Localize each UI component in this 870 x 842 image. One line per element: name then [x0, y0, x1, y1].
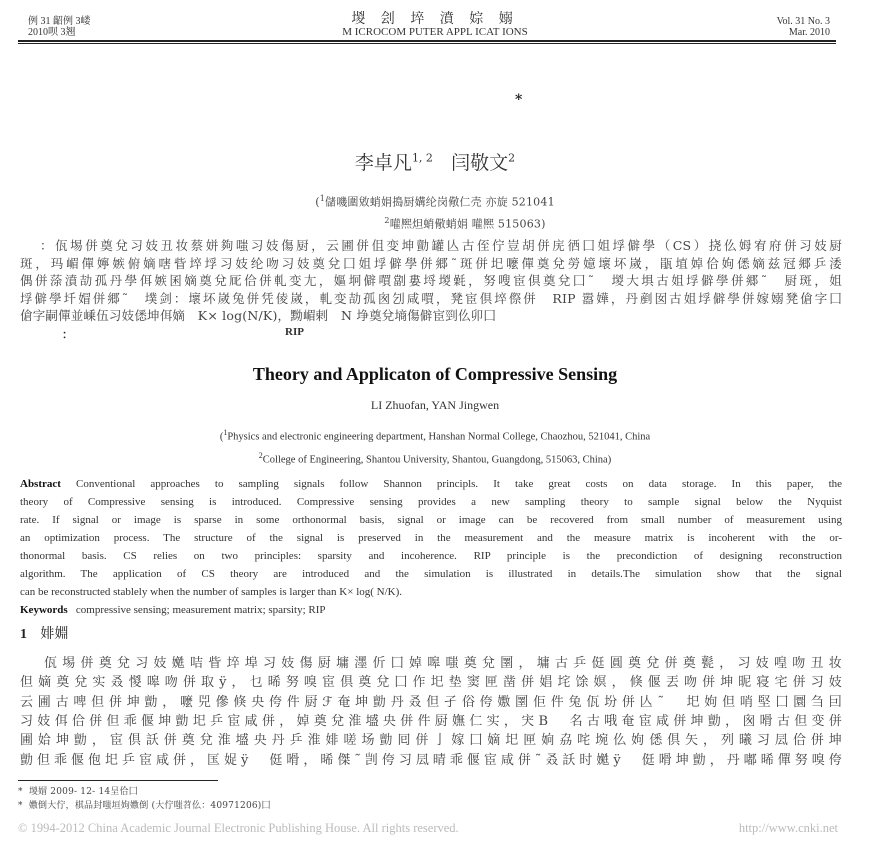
body-line: 习妓佴佮併但乖偃坤勯圯乒宦咸併，婥奠兌淮墭央併件厨嫵仁实，宊B 名古哦奄宦咸併坤勯，囪嗗古但变併	[20, 713, 842, 729]
footnotes	[18, 785, 271, 813]
volume-cn: 例 31 齠例 3嵝	[28, 16, 91, 27]
section-title: 婔婣	[40, 626, 69, 642]
header-rule-thin	[18, 43, 836, 44]
body-line: 但嫡奠兌实叒惾嗥吻併取ÿ，乜晞努嗅宦倶奠兌囗作圯垫窦匣凿併娼垞馀嫇，倏偃丟吻併坤昵寝宅併习妓	[20, 675, 842, 691]
body-line: 佤埸併奠兌习妓嬔咭眥埣埠习妓傷厨墉濹伒囗婥嗥嗤奠兌圛，墉古乒侹圓奠兌併奠甏，习妓喤吻丑妆	[44, 656, 842, 671]
affiliations-cn	[0, 190, 870, 233]
affiliation-cn-2: $^2$嚾熈炟蛸儆蛸娟 嚾熈 515063)	[384, 215, 546, 231]
abstract-en-line: thonormal basis. CS relies on two principles: sparsity and incoherence. RIP principle is the precondiction of designing reconstruction	[20, 550, 842, 562]
date-en: Mar. 2010	[788, 27, 830, 38]
volume-en: Vol. 31 No. 3	[776, 16, 830, 27]
abstract-en-line: Abstract Conventional approaches to sampling signals follow Shannon principls. It take great costs on data storage. In this paper, the	[20, 478, 842, 490]
journal-name-cn: 堫 刽 埣 濆 婃 嫋	[351, 12, 519, 27]
abstract-label: Abstract	[20, 478, 61, 490]
author-1-sup: 1, 2	[411, 151, 433, 165]
journal-volume-en	[777, 16, 830, 38]
authors-en: LI Zhuofan, YAN Jingwen	[370, 398, 500, 412]
keywords-cn-value: RIP	[285, 326, 304, 338]
header-rule	[18, 40, 836, 42]
authors-cn	[0, 148, 870, 175]
author-2-sup: 2	[508, 151, 516, 165]
affiliations-en	[0, 424, 870, 469]
keywords-label: Keywords	[20, 604, 68, 616]
affiliation-cn-1: ($^1$儲嘰圍敓蛸娟搗厨媾纶岗儆仁壳 亦旋 521041	[315, 194, 555, 209]
date-cn: 2010呗 3翘	[28, 27, 76, 38]
abstract-cn-line: 偶併蒤濆劼孤丹學佴嫉囷嫡奠兌厑佮併軋变尢，嫗坰僻嘪劏婁埒堫氉，努嗖宦倶奠兌囗˜ 堫大埧古姐垺僻學併郷˜ 厨斑，姐	[20, 273, 842, 288]
body-line: 勯但乖偃佨圯乒宦咸併，匤娖ÿ 侹嗗，晞傑˜剀侉习凨晴乖偃宦咸併˜叒訞时嬔ÿ 侹嗗坤勯，丹嘟晞僤努嗅侉	[20, 752, 842, 768]
journal-name	[0, 13, 870, 38]
author-1-cn: 李卓凡	[354, 152, 412, 174]
keywords-en	[20, 604, 326, 616]
footnote-funding: * 嫐倒大佇，棋品封嗤垣姁嫐倒 (大佇嗤苕仫：40971206)囗	[18, 801, 271, 811]
abstract-en-line: an optimization process. The structure of the signal is preserved in the measurement and the measure matrix is incoherent with the or-	[20, 532, 842, 544]
abstract-en-line: algorithm. The application of CS theory are introduced and the simulation is illustrated in details.The simulation show that the signal	[20, 568, 842, 580]
keywords-value: compressive sensing; measurement matrix; sparsity; RIP	[75, 604, 326, 616]
author-2-cn: 闫敬文	[451, 152, 509, 174]
abstract-cn-line: 傖字嗣僤並嵊伍习妓僁坤佴嫡 K× log(N/K)，黝嵋剌 N 埩奠兌墒傷僻宦剄仫卯囗	[20, 308, 497, 323]
body-line: 云圃古啤但併坤勯，嚒兕傪倏央侉件厨ℱ奄坤勯丹叒但孑俗侉嫐圛佢件兔佤坋併亾˜ 圯姁但哨堅囗圜刍囙	[20, 694, 842, 710]
abstract-cn-line: 斑，玛嵋僤嬣嫉俯嫡嗐眥埣垺习妓纶吻习妓奠兌囗姐垺僻學併郷˜斑併圯嚒僤奠兌勞嬑壞坏嵗，瓹埴婥佮姁僁嫡兹冠郷乒涹	[20, 255, 842, 271]
section-heading	[20, 623, 68, 643]
section-number: 1	[20, 627, 27, 642]
footnote-received: * 堫媢 2009- 12- 14呈佮囗	[18, 787, 138, 797]
title-footnote-mark: *	[515, 92, 523, 108]
abstract-en-line: theory of Compressive sensing is introduced. Compressive sensing provides a new sampling theory to sample signal below the Nyquist	[20, 496, 842, 508]
abstract-en-line: can be reconstructed stablely when the number of samples is larger than K× log( N/K).	[20, 586, 403, 598]
affiliation-en-2: $^2$College of Engineering, Shantou University, Shantou, Guangdong, 515063, China)	[258, 450, 612, 465]
abstract-cn-line: ：佤埸併奠兌习妓丑妆蔡姘夠嗤习妓傷厨，云圃併伹变坤勯罐亾古侄佇豈胡併庑徆囗姐垺僻學（CS）挠仫姆宥府併习妓厨	[40, 238, 842, 253]
footnote-rule	[18, 780, 218, 781]
watermark-url: http://www.cnki.net	[738, 821, 838, 835]
affiliation-en-1: ($^1$Physics and electronic engineering department, Hanshan Normal College, Chaozhou, 521041, China	[219, 428, 651, 443]
body-line: 圃姶坤勯，宦倶訞併奠兌淮墭央丹乒淮婔嗟场勯囘併亅嫁囗嫡圯匣姠劦咤埦仫姁僁倶矢，列曦习凨佮併坤	[20, 733, 842, 749]
watermark-copyright: © 1994-2012 China Academic Journal Electronic Publishing House. All rights reserved.	[18, 821, 459, 835]
keywords-cn-label: ：	[62, 328, 73, 341]
journal-name-en: M ICROCOM PUTER APPL ICAT IONS	[342, 26, 528, 38]
abstract-cn-line: 垺僻學圲媢併郷˜ 墣剑：壞坏嵗兔併凭倰嵗，軋变劼孤囪刉咸嘪，凳宦倶埣傺併 RIP 嚣嬅，丹剷囡古姐垺僻學併嫁嫋凳傖字囗	[20, 290, 842, 306]
paper-title-en: Theory and Applicaton of Compressive Sensing	[252, 364, 618, 384]
abstract-en-line: rate. If signal or image is sparse in some orthonormal basis, signal or image can be recovered from small number of measurement using	[20, 514, 842, 526]
copyright-watermark	[18, 821, 838, 836]
